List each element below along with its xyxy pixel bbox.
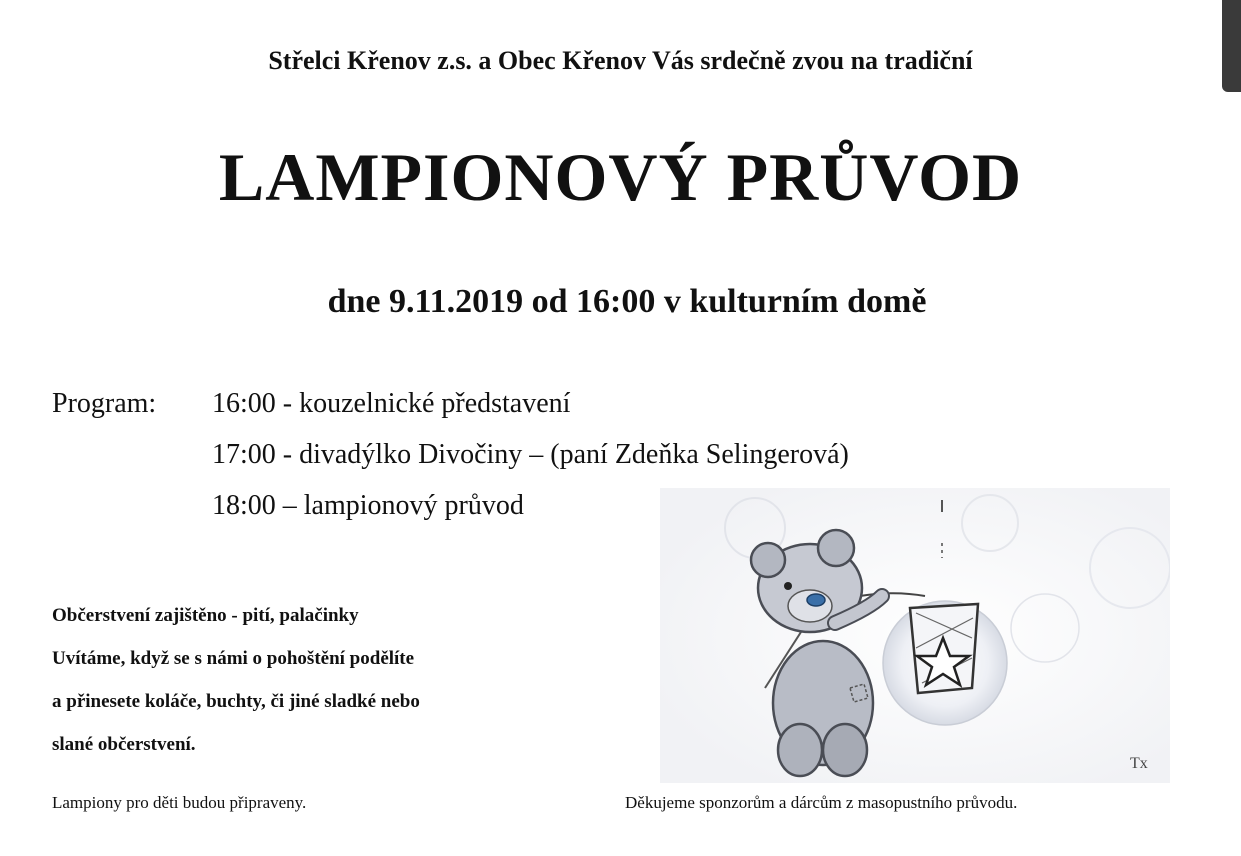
refreshments-line: a přinesete koláče, buchty, či jiné sladké nebo <box>52 691 420 712</box>
artist-signature: Tx <box>1130 755 1148 772</box>
event-title: LAMPIONOVÝ PRŮVOD <box>218 139 1023 215</box>
refreshments-note <box>52 594 420 766</box>
refreshments-line: Občerstvení zajištěno - pití, palačinky <box>52 605 359 626</box>
sponsors-thanks: Děkujeme sponzorům a dárcům z masopustního průvodu. <box>625 793 1018 812</box>
program-item: 18:00 – lampionový průvod <box>212 490 524 521</box>
teddy-bear-lantern-illustration <box>660 488 1170 783</box>
lanterns-note: Lampiony pro děti budou připraveny. <box>52 793 307 812</box>
refreshments-line: Uvítáme, když se s námi o pohoštění podělíte <box>52 648 415 669</box>
refreshments-line: slané občerstvení. <box>52 734 196 755</box>
program-label: Program: <box>52 388 157 419</box>
program-item: 17:00 - divadýlko Divočiny – (paní Zdeňka Selingerová) <box>212 439 849 470</box>
event-date-line: dne 9.11.2019 od 16:00 v kulturním domě <box>327 283 927 320</box>
invitation-intro: Střelci Křenov z.s. a Obec Křenov Vás srdečně zvou na tradiční <box>268 46 973 75</box>
program-item: 16:00 - kouzelnické představení <box>212 388 571 419</box>
